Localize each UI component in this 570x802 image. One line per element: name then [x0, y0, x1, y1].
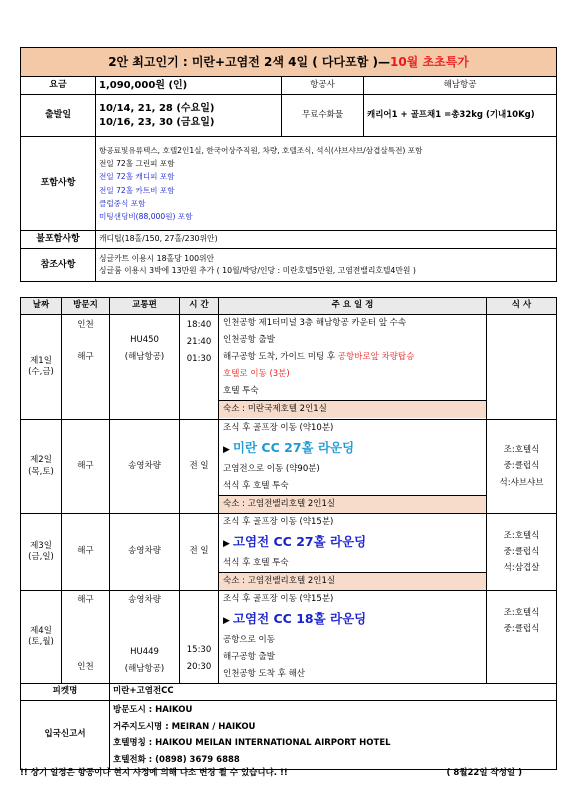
golf-course	[219, 531, 486, 555]
entry-line: 호텔전화 : (0898) 3679 6888	[113, 754, 240, 765]
place: 해구	[77, 352, 94, 362]
itinerary-item: 호텔 투숙	[223, 386, 259, 396]
header-meals: 식 사	[487, 298, 557, 315]
time: 15:30	[186, 645, 212, 655]
day3-transport: 송영차량	[110, 514, 180, 591]
entry-line: 방문도시 : HAIKOU	[113, 705, 193, 715]
day-weekday: (목,토)	[28, 466, 54, 477]
itinerary-item: 인천공항 도착 후 해산	[223, 669, 306, 679]
day2-meals	[487, 420, 557, 514]
item-text: 해구공항 도착, 가이드 미팅 후	[223, 352, 338, 362]
day4-transport	[110, 591, 180, 684]
meal: 조:호텔식	[503, 530, 540, 541]
day2-itinerary	[219, 420, 487, 514]
day3-itinerary	[219, 514, 487, 591]
course-text: 미란 CC 27홀 라운딩	[232, 440, 355, 455]
itinerary-item: 인천공항 제1터미널 3층 해남항공 카운터 앞 수속	[223, 318, 407, 328]
day4-times	[180, 591, 219, 684]
time: 21:40	[186, 337, 212, 347]
entry-line: 호텔명칭 : HAIKOU MEILAN INTERNATIONAL AIRPORT HOTEL	[113, 738, 391, 749]
day4-date	[21, 591, 62, 684]
header-time: 시 간	[180, 298, 219, 315]
day4-itinerary	[219, 591, 487, 684]
time: 18:40	[186, 320, 212, 330]
notes-label: 참조사항	[21, 249, 96, 282]
footer-date: ( 8월22일 작성일 )	[446, 768, 522, 778]
included-item: 클럽중식 포함	[99, 198, 146, 208]
itinerary-item: 인천공항 출발	[223, 335, 275, 345]
footer-notice: !! 상기 일정은 항공이나 현지 사정에 의해 다소 변경 될 수 있습니다. !!	[20, 768, 288, 778]
time: 01:30	[186, 354, 212, 364]
hotel-stay: 숙소 : 고염전밸리호텔 2인1실	[219, 495, 486, 513]
header-place: 방문지	[62, 298, 110, 315]
day1-places	[62, 315, 110, 420]
dates-value	[96, 95, 282, 137]
itinerary-item: 공항으로 이동	[223, 635, 275, 645]
itinerary-item: 해구공항 출발	[223, 652, 275, 662]
hotel-stay: 숙소 : 미란국제호텔 2인1실	[219, 400, 486, 418]
day3-time: 전 일	[180, 514, 219, 591]
day-weekday: (토,월)	[28, 637, 54, 647]
included-item: 전일 72홀 카트비 포함	[99, 185, 175, 195]
airline-value: 해남항공	[364, 77, 557, 95]
itinerary-item: 조식 후 골프장 이동 (약15분)	[223, 517, 334, 527]
golf-course	[219, 437, 486, 461]
day-label: 제4일	[30, 625, 52, 636]
day-label: 제1일	[30, 355, 52, 366]
airline-name: (해남항공)	[124, 664, 165, 674]
included-list	[96, 137, 557, 231]
schedule-table	[20, 297, 557, 770]
itinerary-item: 석식 후 호텔 투숙	[223, 481, 289, 491]
note-line: 싱글카트 이용시 18홀당 100위안	[99, 253, 215, 263]
airline-name: (해남항공)	[124, 352, 165, 362]
day2-place: 해구	[62, 420, 110, 514]
dates-line: 10/14, 21, 28 (수요일)	[99, 103, 215, 114]
notes-value	[96, 249, 557, 282]
excluded-label: 불포함사항	[21, 231, 96, 249]
baggage-label: 무료수화물	[282, 95, 364, 137]
day3-date	[21, 514, 62, 591]
itinerary-item: 조식 후 골프장 이동 (약15분)	[223, 594, 334, 604]
day-label: 제3일	[30, 540, 52, 551]
meal: 중:클럽식	[503, 546, 540, 557]
meal: 조:호텔식	[503, 608, 540, 618]
header-date: 날짜	[21, 298, 62, 315]
note-line: 싱글룸 이용시 3박에 13만원 추가 ( 10월/박당/인당 : 미란호텔5만원, 고염전밸리호텔4만원 )	[99, 266, 416, 275]
day2-date	[21, 420, 62, 514]
day-weekday: (금,일)	[28, 552, 54, 562]
header-transport: 교통편	[110, 298, 180, 315]
transport: 송영차량	[128, 595, 161, 605]
meal: 조:호텔식	[503, 445, 540, 456]
time: 20:30	[186, 662, 212, 672]
airline-label: 항공사	[282, 77, 364, 95]
place: 해구	[77, 595, 94, 605]
excluded-value: 캐디팁(18홀/150, 27홀/230위안)	[96, 231, 557, 249]
meal: 석:샤브샤브	[499, 477, 544, 488]
day3-meals	[487, 514, 557, 591]
place: 인천	[77, 662, 94, 672]
included-item: 전일 72홀 그린피 포함	[99, 159, 175, 169]
triangle-icon: ▶	[223, 445, 230, 455]
footer	[20, 766, 556, 778]
golf-course	[219, 608, 486, 632]
day3-place: 해구	[62, 514, 110, 591]
title-highlight: 10월 초초특가	[389, 54, 469, 69]
flight-number: HU450	[130, 335, 159, 345]
dates-line: 10/16, 23, 30 (금요일)	[99, 116, 215, 128]
included-item: 미팅샌딩비(88,000원) 포함	[99, 211, 193, 221]
hotel-stay: 숙소 : 고염전밸리호텔 2인1실	[219, 572, 486, 590]
day2-transport: 송영차량	[110, 420, 180, 514]
course-text: 고염전 CC 27홀 라운딩	[232, 534, 367, 549]
itinerary-item: 호텔로 이동 (3분)	[223, 369, 290, 379]
day1-itinerary	[219, 315, 487, 420]
itinerary-item: 고염전으로 이동 (약90분)	[223, 464, 320, 474]
day1-date	[21, 315, 62, 420]
page-title	[21, 48, 557, 77]
day1-times	[180, 315, 219, 420]
meal: 중:클럽식	[503, 461, 540, 472]
triangle-icon: ▶	[223, 539, 230, 549]
day2-time: 전 일	[180, 420, 219, 514]
flight-number: HU449	[130, 647, 159, 657]
day1-meals	[487, 315, 557, 420]
day-weekday: (수,금)	[28, 367, 54, 377]
entry-line: 거주지도시명 : MEIRAN / HAIKOU	[113, 721, 256, 732]
course-text: 고염전 CC 18홀 라운딩	[232, 611, 367, 626]
included-item: 항공료및유류텍스, 호텔2인1실, 한국어상주직원, 차량, 호텔조식, 석식(샤브샤브/삼겹살특전) 포함	[99, 146, 423, 156]
place: 인천	[77, 320, 94, 330]
day4-places	[62, 591, 110, 684]
baggage-value: 캐리어1 + 골프채1 =총32kg (기내10Kg)	[364, 95, 557, 137]
meal: 석:삼겹살	[503, 563, 540, 574]
price-value: 1,090,000원 (인)	[96, 77, 282, 95]
itinerary-item	[219, 349, 486, 366]
ticket-value: 미란+고염전CC	[110, 684, 557, 701]
title-text: 2안 최고인기 : 미란+고염전 2색 4일 ( 다다포함 )—	[108, 54, 390, 69]
meal: 중:클럽식	[503, 624, 540, 635]
day4-meals	[487, 591, 557, 684]
summary-table	[20, 47, 557, 282]
day-label: 제2일	[30, 455, 52, 466]
entry-form-label: 입국신고서	[21, 701, 110, 770]
entry-form-value	[110, 701, 557, 770]
day1-transport	[110, 315, 180, 420]
price-label: 요금	[21, 77, 96, 95]
ticket-label: 피켓명	[21, 684, 110, 701]
itinerary-item: 조식 후 골프장 이동 (약10분)	[223, 423, 334, 433]
included-item: 전일 72홀 캐디피 포함	[99, 172, 175, 182]
header-itinerary: 주 요 일 정	[219, 298, 487, 315]
included-label: 포함사항	[21, 137, 96, 231]
triangle-icon: ▶	[223, 616, 230, 626]
dates-label: 출발일	[21, 95, 96, 137]
item-highlight: 공항바로앞 차량탑승	[337, 352, 415, 362]
itinerary-item: 석식 후 호텔 투숙	[223, 558, 289, 568]
